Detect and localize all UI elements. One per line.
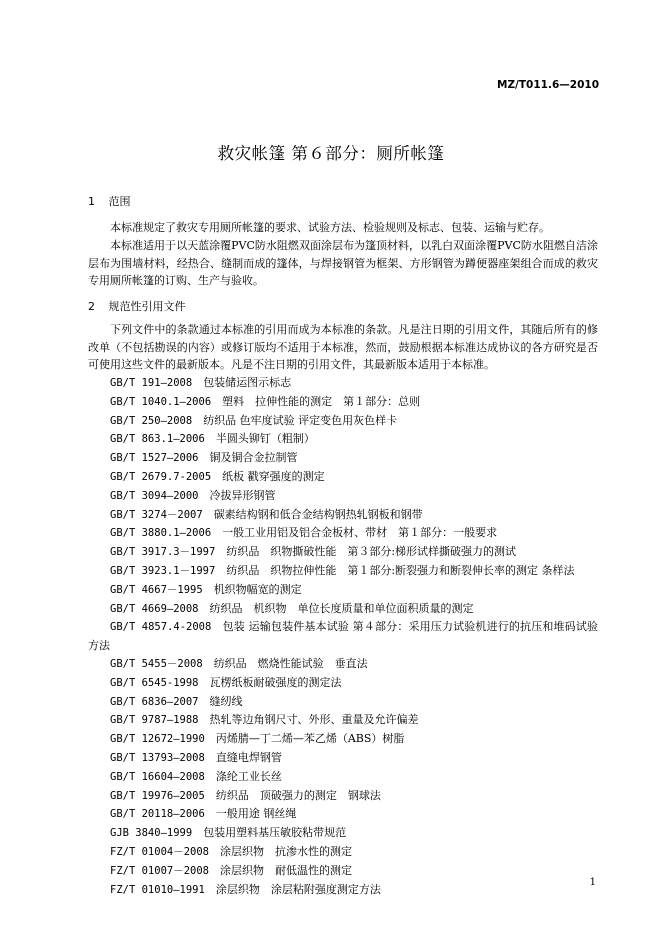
reference-title: 冷拔异形钢管 [209,488,276,502]
reference-code: GB/T 3094—2000 [110,489,199,502]
section-1-heading [88,193,131,209]
reference-item [88,430,598,449]
reference-title: 包装储运图示标志 [203,376,292,389]
reference-code: GB/T 3917.3－1997 [110,546,216,559]
reference-title: 瓦楞纸板耐破强度的测定法 [209,675,342,689]
reference-title: 一般工业用铝及铝合金板材、带材 第１部分：一般要求 [222,526,498,540]
reference-item [88,862,598,881]
reference-code: GB/T 9787—1988 [110,714,199,727]
reference-item [88,412,598,431]
reference-item [88,824,598,843]
reference-item [88,787,598,806]
section-2-number: 2 [88,300,95,313]
reference-item [88,768,598,787]
reference-code: FZ/T 01010—1991 [110,883,205,896]
reference-list [88,374,598,899]
reference-title: 涤纶工业长丝 [215,769,282,783]
reference-item [88,393,598,412]
reference-item [88,524,598,543]
reference-title: 包装用塑料基压敏胶粘带规范 [203,826,347,840]
reference-title: 碳素结构钢和低合金结构钢热轧钢板和钢带 [213,507,423,521]
reference-code: GB/T 13793—2008 [110,751,205,764]
reference-code: GB/T 863.1—2006 [110,433,205,446]
section-2-title: 规范性引用文件 [108,300,186,313]
reference-item [88,543,598,562]
reference-code: GB/T 4669—2008 [110,602,199,615]
reference-item [88,487,598,506]
reference-title: 涂层织物 涂层粘附强度测定方法 [215,882,381,896]
reference-title: 纺织品 织物拉伸性能 第１部分:断裂强力和断裂伸长率的测定 条样法 [226,563,575,577]
reference-code: GJB 3840—1999 [110,827,193,840]
reference-item [88,655,598,674]
reference-code: GB/T 6836—2007 [110,695,199,708]
reference-item [88,600,598,619]
reference-code: GB/T 4857.4-2008 [110,621,212,634]
reference-title: 半圆头铆钉（粗制） [215,432,315,446]
reference-title: 机织物幅宽的测定 [213,582,302,596]
reference-item [88,506,598,525]
reference-code: GB/T 3274－2007 [110,508,203,521]
page-title: 救灾帐篷 第６部分：厕所帐篷 [217,144,445,163]
reference-code: GB/T 4667－1995 [110,583,203,596]
reference-item [88,562,598,581]
reference-code: GB/T 20118—2006 [110,808,205,821]
reference-item [88,581,598,600]
reference-title: 丙烯腈—丁二烯—苯乙烯（ABS）树脂 [215,732,405,746]
reference-title: 纺织品 燃烧性能试验 垂直法 [213,656,368,670]
reference-code: GB/T 3880.1—2006 [110,527,212,540]
reference-title: 缝纫线 [209,694,243,708]
reference-title: 涂层织物 抗渗水性的测定 [220,844,353,858]
reference-code: GB/T 3923.1－1997 [110,564,216,577]
reference-item [88,843,598,862]
section-1-paragraph-1: 本标准规定了救灾专用厕所帐篷的要求、试验方法、检验规则及标志、包装、运输与贮存。 [110,221,550,234]
reference-item [88,693,598,712]
reference-title: 纺织品 织物撕破性能 第３部分:梯形试样撕破强力的测试 [226,545,517,559]
reference-title: 一般用途 钢丝绳 [215,807,297,821]
page-number: 1 [589,877,596,888]
reference-item [88,881,598,900]
reference-code: FZ/T 01004－2008 [110,845,210,858]
reference-item [88,674,598,693]
section-2-heading [88,298,186,314]
reference-code: GB/T 16604—2008 [110,770,205,783]
reference-title: 纺织品 机织物 单位长度质量和单位面积质量的测定 [209,601,474,615]
reference-code: GB/T 6545-1998 [110,676,199,689]
reference-item [88,374,598,393]
reference-code: FZ/T 01007－2008 [110,864,210,877]
reference-code: GB/T 191—2008 [110,377,193,389]
reference-title: 纺织品 色牢度试验 评定变色用灰色样卡 [203,413,398,427]
reference-title: 涂层织物 耐低温性的测定 [220,863,353,877]
reference-item [88,805,598,824]
reference-code: GB/T 19976—2005 [110,789,205,802]
reference-title: 纺织品 顶破强力的测定 钢球法 [215,788,381,802]
reference-title: 包装 运输包装件基本试验 第４部分：采用压力试验机进行的抗压和堆码试验方法 [88,620,599,653]
section-1-paragraph-2: 本标准适用于以天蓝涂覆PVC防水阻燃双面涂层布为篷顶材料，以乳白双面涂覆PVC防水阻燃自洁涂层布为围墙材料，经热合、缝制而成的篷体，与焊接钢管为框架、方形钢管为蹲便器座架组合而成的救灾专用厕所帐篷的订购、生产与验收。 [88,239,598,287]
reference-title: 直缝电焊钢管 [215,750,282,764]
reference-title: 塑料 拉伸性能的测定 第１部分：总则 [222,394,421,408]
reference-code: GB/T 12672—1990 [110,733,205,746]
reference-code: GB/T 2679.7-2005 [110,470,212,483]
reference-item [88,730,598,749]
reference-title: 铜及铜合金拉制管 [209,451,298,465]
reference-item [88,468,598,487]
reference-item [88,618,598,655]
section-1-title: 范围 [108,195,131,208]
reference-code: GB/T 1040.1—2006 [110,395,212,408]
reference-code: GB/T 250—2008 [110,414,193,427]
reference-title: 热轧等边角钢尺寸、外形、重量及允许偏差 [209,713,419,727]
reference-title: 纸板 戳穿强度的测定 [222,469,325,483]
section-2-intro: 下列文件中的条款通过本标准的引用而成为本标准的条款。凡是注日期的引用文件，其随后所有的修改单（不包括勘误的内容）或修订版均不适用于本标准，然而，鼓励根据本标准达成协议的各方研究是否可使用这些文件的最新版本。凡是不注日期的引用文件，其最新版本适用于本标准。 [88,323,598,371]
section-1-number: 1 [88,195,95,208]
document-code: MZ/T011.6—2010 [497,79,599,91]
reference-item [88,711,598,730]
reference-code: GB/T 5455－2008 [110,657,203,670]
reference-item [88,749,598,768]
reference-item [88,449,598,468]
reference-code: GB/T 1527—2006 [110,452,199,465]
